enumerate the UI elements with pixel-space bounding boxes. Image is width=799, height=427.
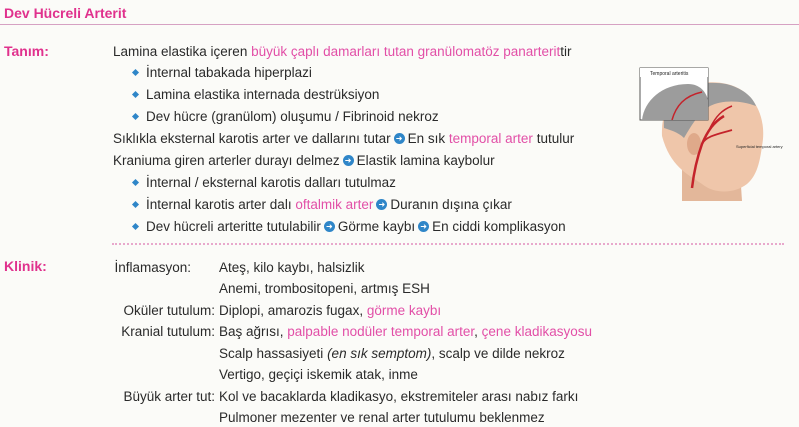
- inflamasyon-value-2: Anemi, trombositopeni, artmış ESH: [219, 281, 430, 296]
- bullet-text: İnternal karotis arter dalı: [146, 197, 296, 212]
- artery-label: Superficial temporal artery: [736, 144, 783, 149]
- text: Kraniuma giren arterler durayı delmez: [113, 153, 340, 168]
- text: ,: [474, 324, 482, 339]
- klinik-heading: Klinik:: [4, 258, 47, 274]
- bullet-text: Lamina elastika internada destrüksiyon: [146, 87, 380, 102]
- okuler-label: Oküler tutulum:: [123, 303, 215, 318]
- buyuk-arter-value-2: Pulmoner mezenter ve renal arter tutulumu beklenmez: [219, 410, 545, 425]
- text: , scalp ve dilde nekroz: [431, 346, 565, 361]
- highlight-text: temporal arter: [448, 131, 533, 146]
- bullet-item: [133, 218, 566, 236]
- inflamasyon-value: Ateş, kilo kaybı, halsizlik: [219, 260, 365, 275]
- text: Elastik lamina kaybolur: [356, 153, 495, 168]
- bullet-text: Duranın dışına çıkar: [390, 197, 512, 212]
- bullet-text: Görme kaybı: [337, 219, 416, 234]
- vertigo-value: Vertigo, geçiçi iskemik atak, inme: [219, 367, 418, 382]
- title-divider: [0, 24, 799, 25]
- bullet-item: [133, 86, 379, 104]
- arrow-right-icon: ➜: [343, 155, 354, 166]
- scalp-value: [219, 345, 565, 363]
- text: En sık: [407, 131, 449, 146]
- arrow-right-icon: ➜: [418, 221, 429, 232]
- bullet-icon: [132, 91, 139, 98]
- tanim-line-3: [113, 152, 495, 170]
- tanim-line-2: [113, 130, 574, 148]
- arrow-right-icon: ➜: [376, 199, 387, 210]
- bullet-text: İnternal tabakada hiperplazi: [146, 65, 312, 80]
- bullet-text: Dev hücre (granülom) oluşumu / Fibrinoid nekroz: [146, 109, 439, 124]
- text: Sıklıkla eksternal karotis arter ve dallarını tutar: [113, 131, 391, 146]
- bullet-text: İnternal / eksternal karotis dalları tutulmaz: [146, 175, 396, 190]
- bullet-text: En ciddi komplikasyon: [432, 219, 566, 234]
- kranial-value: [219, 323, 592, 341]
- buyuk-arter-value: Kol ve bacaklarda kladikasyo, ekstremiteler arası nabız farkı: [219, 389, 579, 404]
- highlight-text: çene kladikasyosu: [481, 324, 592, 339]
- bullet-icon: [132, 179, 139, 186]
- inflamasyon-label: İnflamasyon:: [114, 260, 191, 275]
- highlight-text: büyük çaplı damarları tutan granülomatöz panarterit: [251, 44, 561, 59]
- bullet-text: Dev hücreli arteritte tutulabilir: [146, 219, 321, 234]
- bullet-icon: [132, 113, 139, 120]
- highlight-text: palpable nodüler temporal arter: [287, 324, 475, 339]
- bullet-icon: [132, 223, 139, 230]
- arrow-right-icon: ➜: [394, 133, 405, 144]
- bullet-item: [133, 196, 512, 214]
- buyuk-arter-label: Büyük arter tut:: [123, 389, 215, 404]
- text: tir: [560, 44, 572, 59]
- text: Lamina elastika içeren: [113, 44, 252, 59]
- bullet-item: [133, 64, 312, 82]
- bullet-icon: [132, 69, 139, 76]
- text: Scalp hassasiyeti: [219, 346, 328, 361]
- text: Baş ağrısı,: [219, 324, 288, 339]
- page-title: Dev Hücreli Arterit: [4, 5, 127, 21]
- text: tutulur: [532, 131, 575, 146]
- kranial-label: Kranial tutulum:: [121, 324, 215, 339]
- temporal-arteritis-illustration: [622, 66, 783, 201]
- highlight-text: oftalmik arter: [295, 197, 374, 212]
- bullet-item: [133, 108, 439, 126]
- highlight-text: görme kaybı: [366, 303, 442, 318]
- tanim-line-1: [113, 43, 572, 61]
- bullet-icon: [132, 201, 139, 208]
- arrow-right-icon: ➜: [324, 221, 335, 232]
- bullet-item: [133, 174, 396, 192]
- text: Diplopi, amarozis fugax,: [219, 303, 367, 318]
- tanim-heading: Tanım:: [4, 43, 49, 59]
- okuler-value: [219, 302, 441, 320]
- italic-text: (en sık semptom): [327, 346, 432, 361]
- inset-label: Temporal arteritis: [650, 71, 689, 77]
- section-divider: [112, 243, 784, 245]
